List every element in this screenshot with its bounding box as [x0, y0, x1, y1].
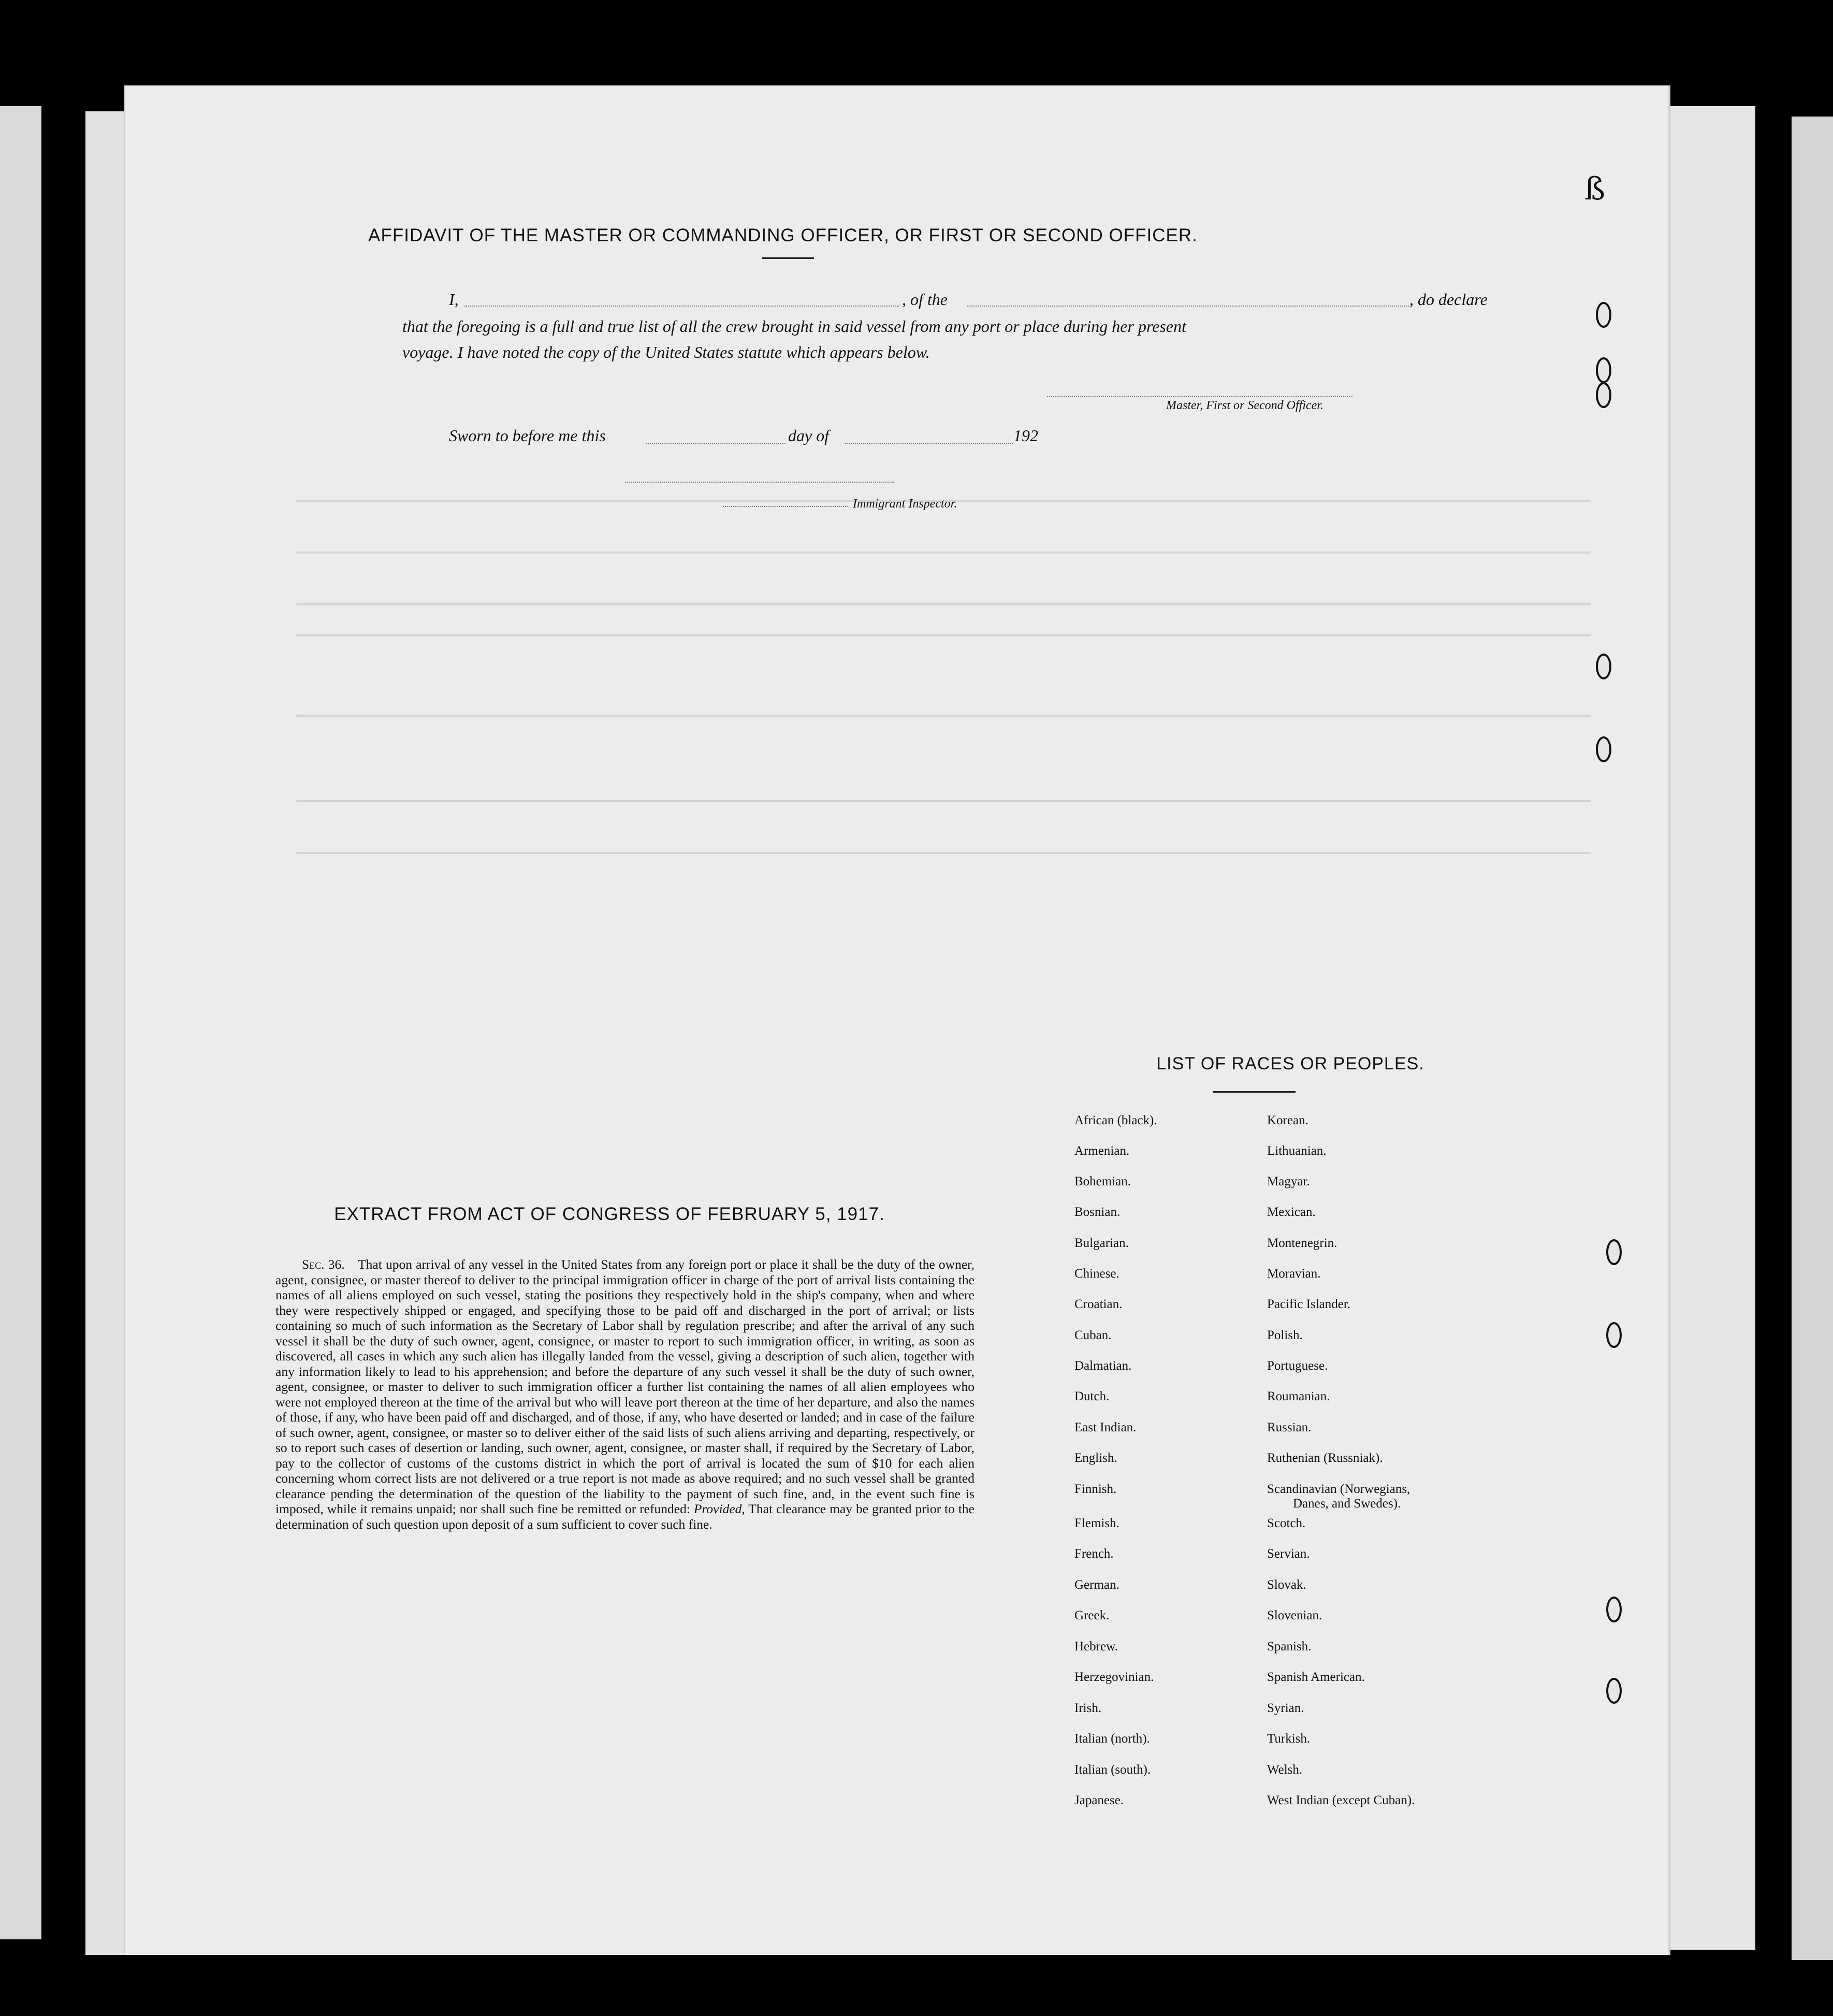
race-left-item: Bulgarian. — [1074, 1236, 1129, 1250]
binding-hole-icon — [1596, 302, 1611, 328]
race-right-item: Slovak. — [1267, 1578, 1306, 1592]
races-title: LIST OF RACES OR PEOPLES. — [1156, 1054, 1424, 1074]
races-rule — [1213, 1091, 1296, 1093]
day-of-label: day of — [788, 426, 830, 445]
sworn-month-blank[interactable] — [845, 443, 1013, 444]
race-right-item: Polish. — [1267, 1328, 1303, 1342]
race-right-item: Mexican. — [1267, 1205, 1316, 1219]
race-left-item: Bosnian. — [1074, 1205, 1121, 1219]
race-right-item: Welsh. — [1267, 1763, 1303, 1777]
binding-hole-icon — [1596, 357, 1611, 383]
race-right-item: West Indian (except Cuban). — [1267, 1793, 1415, 1807]
race-left-item: Croatian. — [1074, 1297, 1123, 1311]
section-36-text — [275, 1257, 974, 1532]
bleed-through-row — [296, 800, 1591, 802]
binding-hole-icon — [1596, 654, 1611, 679]
title-rule — [762, 257, 814, 259]
affidavit-of-the: , of the — [902, 290, 948, 309]
race-right-item: Lithuanian. — [1267, 1144, 1327, 1158]
handwritten-mark-icon: ß — [1584, 171, 1606, 207]
affidavit-do-declare: , do declare — [1409, 290, 1488, 309]
affidavit-i-label: I, — [449, 290, 459, 309]
race-left-item: Cuban. — [1074, 1328, 1112, 1342]
race-right-item: Ruthenian (Russniak). — [1267, 1451, 1383, 1465]
affidavit-title: AFFIDAVIT OF THE MASTER OR COMMANDING OFFICER, OR FIRST OR SECOND OFFICER. — [368, 225, 1198, 245]
race-left-item: Bohemian. — [1074, 1174, 1131, 1188]
section-label: Sec. 36. — [302, 1257, 345, 1272]
binding-hole-icon — [1606, 1678, 1622, 1704]
race-right-item: Korean. — [1267, 1113, 1308, 1127]
extract-title: EXTRACT FROM ACT OF CONGRESS OF FEBRUARY 5, 1917. — [334, 1204, 885, 1224]
race-left-item: Greek. — [1074, 1608, 1110, 1622]
race-right-item: Pacific Islander. — [1267, 1297, 1351, 1311]
race-left-item: Hebrew. — [1074, 1640, 1118, 1654]
binding-hole-icon — [1606, 1239, 1622, 1265]
affidavit-line-3: voyage. I have noted the copy of the United States statute which appears below. — [402, 343, 930, 361]
bleed-through-row — [296, 715, 1591, 717]
race-left-item: Japanese. — [1074, 1793, 1124, 1807]
race-right-item: Spanish. — [1267, 1640, 1312, 1654]
bleed-through-row — [296, 552, 1591, 554]
race-right-item: Scotch. — [1267, 1516, 1306, 1530]
race-right-item: Montenegrin. — [1267, 1236, 1337, 1250]
race-right-item: Slovenian. — [1267, 1608, 1322, 1622]
race-right-item: Syrian. — [1267, 1701, 1304, 1715]
section-text-part1: That upon arrival of any vessel in the United States from any foreign port or place it shall be the duty of the owner, agent, consignee, or master thereof to deliver to the principal immigration officer in charge of the port of arrival lists containing the names of all aliens employed on such vessel, stating the positions they respectively hold in the ship's company, when and where they were respectively shipped or engaged, and specifying those to be paid off and discharged in the port of arrival; or lists containing so much of such information as the Secretary of Labor shall by regulation prescribe; and after the arrival of any such vessel it shall be the duty of such owner, agent, consignee, or master to report to such immigration officer, in writing, as soon as discovered, all cases in which any such alien has illegally landed from the vessel, giving a description of such alien, together with any information likely to lead to his apprehension; and before the departure of any such vessel it shall be the duty of such owner, agent, consignee, or master to deliver to such immigration officer a further list containing the names of all alien employees who were not employed thereon at the time of the arrival but who will leave port thereon at the time of her departure, and also the names of those, if any, who have been paid off and discharged, and of those, if any, who have deserted or landed; and in case of the failure of such owner, agent, consignee, or master so to deliver either of the said lists of such aliens arriving and departing, respectively, or so to report such cases of desertion or landing, such owner, agent, consignee, or master shall, if required by the Secretary of Labor, pay to the collector of customs of the customs district in which the port of arrival is located the sum of $10 for each alien concerning whom correct lists are not delivered or a true report is not made as above required; and no such vessel shall be granted clearance pending the determination of the question of the liability to the payment of such fine, and, in the event such fine is imposed, while it remains unpaid; nor shall such fine be remitted or refunded: — [275, 1257, 975, 1516]
binding-hole-icon — [1606, 1597, 1622, 1622]
race-left-item: German. — [1074, 1578, 1119, 1592]
race-left-item: Armenian. — [1074, 1144, 1130, 1158]
adjacent-page-right — [1667, 106, 1755, 1950]
race-right-item: Spanish American. — [1267, 1670, 1365, 1684]
bleed-through-row — [296, 852, 1591, 854]
section-text-part2: That clearance may be granted prior to the determination of such question upon deposit of a sum sufficient to cover such fine. — [275, 1501, 974, 1532]
signature-label: Master, First or Second Officer. — [1166, 399, 1323, 412]
race-right-item: Turkish. — [1267, 1732, 1311, 1746]
race-left-item: Flemish. — [1074, 1516, 1119, 1530]
race-left-item: Finnish. — [1074, 1482, 1117, 1496]
race-left-item: Italian (south). — [1074, 1763, 1151, 1777]
inspector-label: Immigrant Inspector. — [853, 497, 957, 511]
inspector-signature-line[interactable] — [625, 482, 894, 483]
affidavit-line-2: that the foregoing is a full and true list of all the crew brought in said vessel from any port or place during her present — [402, 317, 1186, 336]
bleed-through-row — [296, 634, 1591, 636]
adjacent-page-left — [0, 106, 41, 1939]
master-name-blank[interactable] — [464, 306, 899, 307]
binding-hole-icon — [1596, 382, 1611, 408]
race-right-item: Servian. — [1267, 1547, 1310, 1561]
race-right-item: Portuguese. — [1267, 1359, 1328, 1373]
race-left-item: Irish. — [1074, 1701, 1102, 1715]
adjacent-page-right-edge — [1792, 117, 1833, 1960]
year-prefix: 192 — [1013, 426, 1038, 445]
race-left-item: Italian (north). — [1074, 1732, 1150, 1746]
bleed-through-row — [296, 603, 1591, 605]
vessel-name-blank[interactable] — [967, 306, 1409, 307]
race-left-item: Chinese. — [1074, 1267, 1119, 1281]
race-left-item: Dutch. — [1074, 1389, 1110, 1403]
provided-word: Provided, — [693, 1501, 745, 1516]
adjacent-page-left-edge — [85, 111, 124, 1955]
sworn-day-blank[interactable] — [646, 443, 785, 444]
race-right-item: Scandinavian (Norwegians, — [1267, 1482, 1410, 1496]
race-right-item: Russian. — [1267, 1420, 1312, 1434]
manifest-page — [124, 85, 1670, 1955]
race-right-item-continued: Danes, and Swedes). — [1293, 1497, 1401, 1511]
race-left-item: African (black). — [1074, 1113, 1157, 1127]
binding-hole-icon — [1606, 1322, 1622, 1348]
officer-signature-line[interactable] — [1047, 396, 1352, 397]
race-right-item: Magyar. — [1267, 1174, 1310, 1188]
race-left-item: East Indian. — [1074, 1420, 1137, 1434]
race-left-item: French. — [1074, 1547, 1114, 1561]
binding-hole-icon — [1596, 736, 1611, 762]
race-left-item: Herzegovinian. — [1074, 1670, 1154, 1684]
race-right-item: Roumanian. — [1267, 1389, 1330, 1403]
sworn-label: Sworn to before me this — [449, 426, 606, 445]
race-left-item: Dalmatian. — [1074, 1359, 1132, 1373]
race-right-item: Moravian. — [1267, 1267, 1321, 1281]
race-left-item: English. — [1074, 1451, 1117, 1465]
inspector-signature-line-2 — [723, 506, 848, 507]
